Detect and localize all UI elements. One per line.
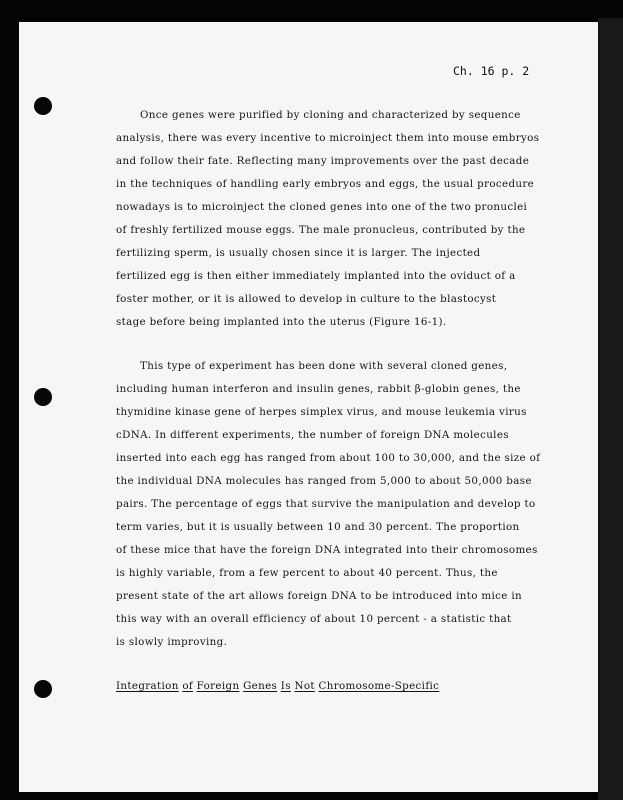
paragraph-intro bbox=[116, 104, 556, 334]
text-line: present state of the art allows foreign DNA to be introduced into mice in bbox=[116, 590, 522, 602]
paragraph-experiments bbox=[116, 355, 556, 654]
page-edge-shadow bbox=[598, 18, 623, 800]
heading-word: Chromosome-Specific bbox=[318, 680, 440, 692]
text-line: the individual DNA molecules has ranged from 5,000 to about 50,000 base bbox=[116, 475, 532, 487]
heading-word: Genes bbox=[243, 680, 278, 692]
text-line: foster mother, or it is allowed to develop in culture to the blastocyst bbox=[116, 293, 497, 305]
heading-word: Integration bbox=[116, 680, 179, 692]
text-line: cDNA. In different experiments, the number of foreign DNA molecules bbox=[116, 429, 509, 441]
text-line: fertilized egg is then either immediately implanted into the oviduct of a bbox=[116, 270, 516, 282]
heading-word: Not bbox=[294, 680, 315, 692]
text-line: nowadays is to microinject the cloned genes into one of the two pronuclei bbox=[116, 201, 528, 213]
text-line: is highly variable, from a few percent to about 40 percent. Thus, the bbox=[116, 567, 498, 579]
text-line: including human interferon and insulin genes, rabbit β-globin genes, the bbox=[116, 383, 521, 395]
heading-word: of bbox=[182, 680, 194, 692]
text-line: Once genes were purified by cloning and characterized by sequence bbox=[140, 109, 521, 121]
text-line: is slowly improving. bbox=[116, 636, 228, 648]
text-line: stage before being implanted into the uterus (Figure 16-1). bbox=[116, 316, 447, 328]
binder-hole-top bbox=[34, 97, 52, 115]
text-line: This type of experiment has been done with several cloned genes, bbox=[140, 360, 508, 372]
text-line: this way with an overall efficiency of about 10 percent - a statistic that bbox=[116, 613, 512, 625]
heading-word: Foreign bbox=[196, 680, 240, 692]
text-line: term varies, but it is usually between 10 and 30 percent. The proportion bbox=[116, 521, 520, 533]
text-line: fertilizing sperm, is usually chosen since it is larger. The injected bbox=[116, 247, 481, 259]
document-page bbox=[19, 22, 598, 792]
heading-word: Is bbox=[280, 680, 291, 692]
text-line: pairs. The percentage of eggs that survive the manipulation and develop to bbox=[116, 498, 536, 510]
binder-hole-bottom bbox=[34, 680, 52, 698]
text-line: of freshly fertilized mouse eggs. The male pronucleus, contributed by the bbox=[116, 224, 526, 236]
text-line: analysis, there was every incentive to microinject them into mouse embryos bbox=[116, 132, 540, 144]
text-line: and follow their fate. Reflecting many improvements over the past decade bbox=[116, 155, 530, 167]
binder-hole-middle bbox=[34, 388, 52, 406]
page-number: Ch. 16 p. 2 bbox=[453, 64, 530, 78]
text-line: thymidine kinase gene of herpes simplex virus, and mouse leukemia virus bbox=[116, 406, 527, 418]
text-line: inserted into each egg has ranged from about 100 to 30,000, and the size of bbox=[116, 452, 541, 464]
text-line: in the techniques of handling early embryos and eggs, the usual procedure bbox=[116, 178, 535, 190]
section-heading bbox=[116, 680, 439, 692]
text-line: of these mice that have the foreign DNA integrated into their chromosomes bbox=[116, 544, 538, 556]
